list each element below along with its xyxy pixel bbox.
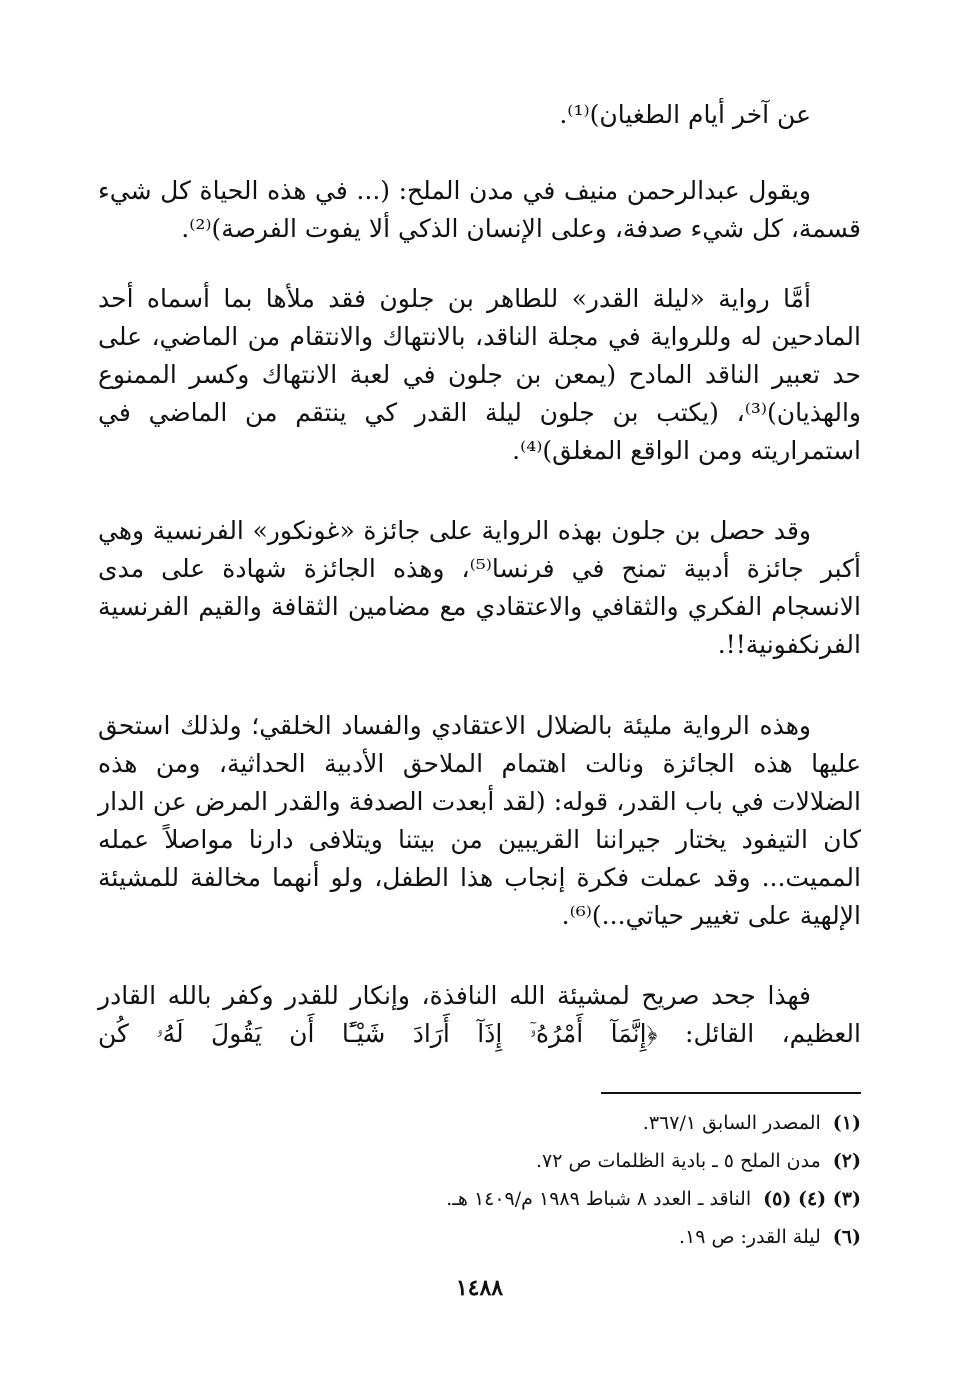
footnote-item bbox=[98, 1142, 861, 1180]
footnote-mark: (٢) bbox=[832, 1150, 861, 1172]
paragraph-3: أمَّا رواية «ليلة القدر» للطاهر بن جلون فقد ملأها بما أسماه أحد المادحين له وللرواية في مجلة الناقد، بالانتهاك والانتقام من الماضي، على حد تعبير الناقد المادح (يمعن بن جلون في لعبة الانتهاك وكسر الممنوع والهذيان)⁽³⁾، (يكتب بن جلون ليلة القدر كي ينتقم من الماضي في استمراريته ومن الواقع المغلق)⁽⁴⁾. bbox=[98, 284, 861, 465]
footnote-text: الناقد ـ العدد ٨ شباط ١٩٨٩ م/١٤٠٩ هـ. bbox=[446, 1188, 752, 1210]
footnotes-list bbox=[98, 1104, 861, 1256]
footnote-item bbox=[98, 1180, 861, 1218]
footnote-text: مدن الملح ٥ ـ بادية الظلمات ص ٧٢. bbox=[535, 1150, 821, 1172]
footnote-text: ليلة القدر: ص ١٩. bbox=[678, 1226, 821, 1248]
paragraph-6: فهذا جحد صريح لمشيئة الله النافذة، وإنكار للقدر وكفر بالله القادر العظيم، القائل: ﴿إِنَّمَآ أَمْرُهُۥٓ إِذَآ أَرَادَ شَيْـًٔا أَن يَقُولَ لَهُۥ كُن bbox=[98, 981, 861, 1048]
footnote-mark: (٦) bbox=[832, 1226, 861, 1248]
paragraph-4: وقد حصل بن جلون بهذه الرواية على جائزة «غونكور» الفرنسية وهي أكبر جائزة أدبية تمنح في فرنسا⁽⁵⁾، وهذه الجائزة شهادة على مدى الانسجام الفكري والثقافي والاعتقادي مع مضامين الثقافة والقيم الفرنسية الفرنكفونية!!. bbox=[98, 516, 861, 659]
footnote-mark: (١) bbox=[832, 1112, 861, 1134]
footnote-text: المصدر السابق ٣٦٧/١. bbox=[642, 1112, 821, 1134]
footnote-divider bbox=[601, 1092, 861, 1094]
paragraph-2: ويقول عبدالرحمن منيف في مدن الملح: (... في هذه الحياة كل شيء قسمة، كل شيء صدفة، وعلى الإنسان الذكي ألا يفوت الفرصة)⁽²⁾. bbox=[98, 176, 861, 243]
footnote-item bbox=[98, 1218, 861, 1256]
footnote-item bbox=[98, 1104, 861, 1142]
paragraph-5: وهذه الرواية مليئة بالضلال الاعتقادي والفساد الخلقي؛ ولذلك استحق عليها هذه الجائزة ونالت اهتمام الملاحق الأدبية الحداثية، ومن هذه الضلالات في باب القدر، قوله: (لقد أبعدت الصدفة والقدر المرض عن الدار كان التيفود يختار جيراننا القريبين من بيتنا ويتلافى دارنا مواصلاً عمله المميت... وقد عملت فكرة إنجاب هذا الطفل، ولو أنهما مخالفة للمشيئة الإلهية على تغيير حياتي...)⁽⁶⁾. bbox=[98, 711, 861, 930]
page-body bbox=[98, 0, 861, 1388]
page-number: ١٤٨٨ bbox=[455, 1275, 504, 1301]
paragraph-1: عن آخر أيام الطغيان)⁽¹⁾. bbox=[559, 100, 811, 129]
footnote-mark: (٣) (٤) (٥) bbox=[763, 1188, 861, 1210]
